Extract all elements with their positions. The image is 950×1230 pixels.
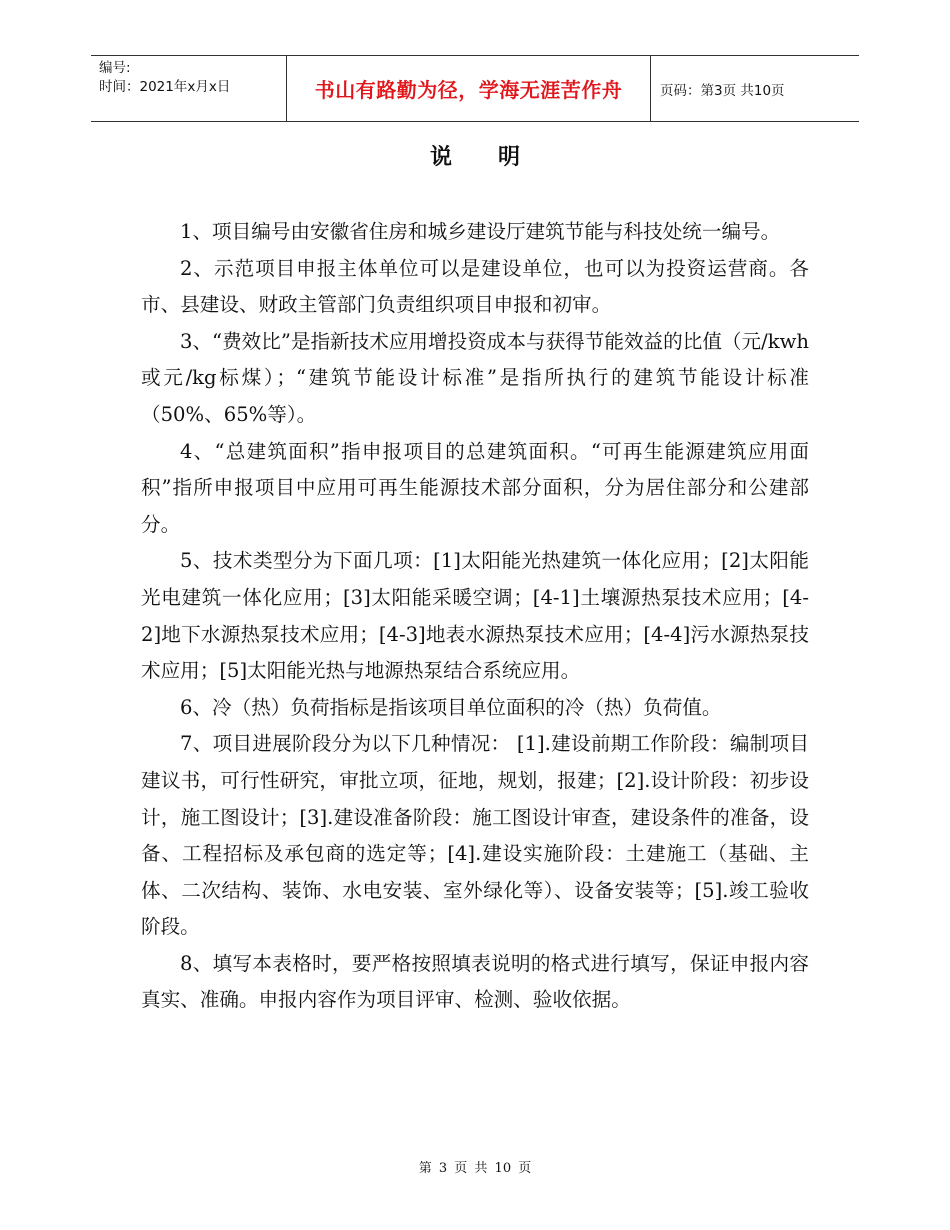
instructions-body (141, 214, 809, 1019)
instruction-paragraph-1: 1、项目编号由安徽省住房和城乡建设厅建筑节能与科技处统一编号。 (180, 220, 781, 243)
instruction-paragraph-7: 7、项目进展阶段分为以下几种情况： [1].建设前期工作阶段：编制项目建议书，可行性研究，审批立项，征地，规划，报建；[2].设计阶段：初步设计，施工图设计；[3].建设准备阶段：施工图设计审查，建设条件的准备，设备、工程招标及承包商的选定等；[4].建设实施阶段：土建施工（基础、主体、二次结构、装饰、水电安装、室外绿化等）、设备安装等；[5].竣工验收阶段。 (141, 732, 809, 939)
header-meta (91, 56, 287, 121)
document-number-label: 编号: (99, 60, 131, 76)
instruction-paragraph-2: 2、示范项目申报主体单位可以是建设单位，也可以为投资运营商。各市、县建设、财政主管部门负责组织项目申报和初审。 (141, 256, 809, 317)
page-footer: 第 3 页 共 10 页 (418, 1161, 532, 1176)
instruction-paragraph-3: 3、“费效比”是指新技术应用增投资成本与获得节能效益的比值（元/kwh或元/kg标煤）；“建筑节能设计标准”是指所执行的建筑节能设计标准（50%、65%等）。 (141, 329, 809, 426)
instruction-paragraph-4: 4、“总建筑面积”指申报项目的总建筑面积。“可再生能源建筑应用面积”指所申报项目中应用可再生能源技术部分面积，分为居住部分和公建部分。 (141, 439, 809, 536)
page-header (91, 55, 859, 122)
document-time: 时间：2021年x月x日 (99, 79, 231, 95)
instruction-paragraph-6: 6、冷（热）负荷指标是指该项目单位面积的冷（热）负荷值。 (180, 695, 722, 719)
instruction-paragraph-5: 5、技术类型分为下面几项：[1]太阳能光热建筑一体化应用；[2]太阳能光电建筑一体化应用；[3]太阳能采暖空调；[4-1]土壤源热泵技术应用；[4-2]地下水源热泵技术应用；[4-3]地表水源热泵技术应用；[4-4]污水源热泵技术应用；[5]太阳能光热与地源热泵结合系统应用。 (141, 549, 809, 683)
instruction-paragraph-8: 8、填写本表格时，要严格按照填表说明的格式进行填写，保证申报内容真实、准确。申报内容作为项目评审、检测、验收依据。 (141, 951, 809, 1012)
page-title: 说明 (429, 145, 566, 170)
header-page-info: 页码：第3页 共10页 (660, 82, 785, 99)
header-motto: 书山有路勤为径，学海无涯苦作舟 (287, 56, 651, 121)
